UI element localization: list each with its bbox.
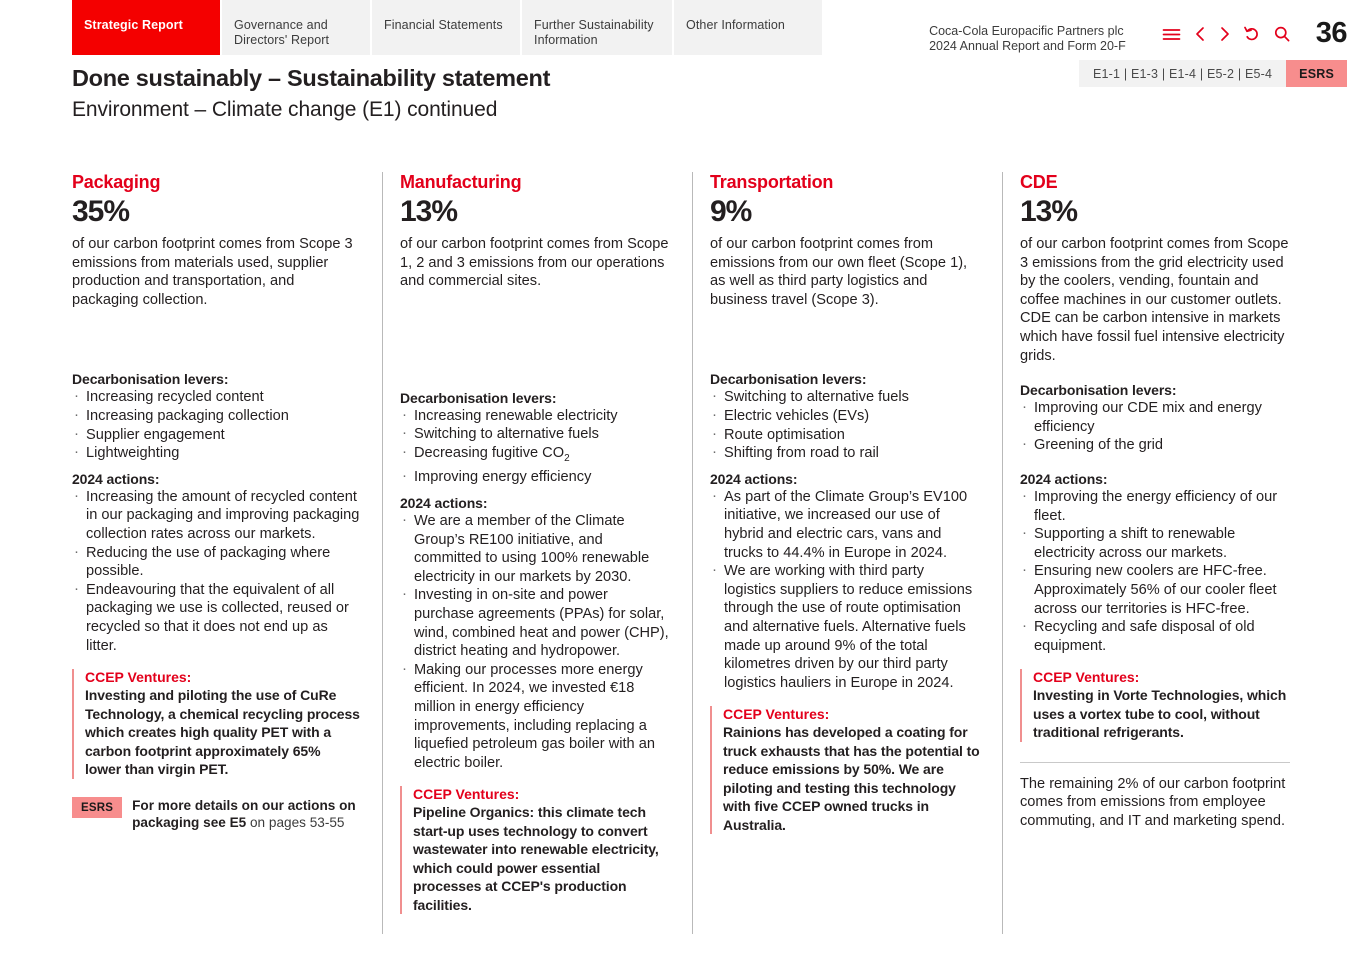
list-item: · Reducing the use of packaging where possible. (72, 544, 360, 581)
list-item: · Recycling and safe disposal of old equipment. (1020, 618, 1290, 655)
column-stat: 35% (72, 195, 130, 228)
esrs-reference-text (132, 797, 360, 831)
divider (1020, 762, 1290, 763)
ccep-ventures-body: Rainions has developed a coating for truck exhausts that has the potential to reduce emissions by 50%. We are piloting and testing this technology with five CCEP owned trucks in Australia. (723, 724, 980, 833)
publication-info (929, 24, 1126, 53)
levers-list (400, 407, 670, 487)
publication-line-1: Coca-Cola Europacific Partners plc (929, 24, 1124, 38)
levers-list (1020, 399, 1290, 455)
list-item: · Electric vehicles (EVs) (710, 407, 980, 426)
ccep-ventures-title: CCEP Ventures: (1033, 669, 1140, 686)
remaining-footprint-footnote: The remaining 2% of our carbon footprint comes from emissions from employee commuting, and IT and marketing spend. (1020, 775, 1286, 829)
actions-heading: 2024 actions: (1020, 470, 1108, 487)
list-item: · Increasing renewable electricity (400, 407, 670, 426)
list-item: · Increasing recycled content (72, 388, 360, 407)
ccep-ventures-body: Pipeline Organics: this climate tech start-up uses technology to convert wastewater into renewable electricity, which could power essential processes at CCEP's production facilities. (413, 804, 659, 913)
list-item: · Endeavouring that the equivalent of all packaging we use is collected, reused or recycled so that it does not end up as litter. (72, 581, 360, 655)
next-page-icon[interactable] (1219, 26, 1231, 42)
tab-label: Strategic Report (84, 18, 183, 32)
actions-list (400, 512, 670, 772)
ccep-ventures-block (72, 669, 360, 779)
list-item: · We are a member of the Climate Group’s RE100 initiative, and committed to using 100% renewable electricity in our markets by 2030. (400, 512, 670, 586)
ccep-ventures-block (1020, 669, 1290, 742)
esrs-codes: E1-1 | E1-3 | E1-4 | E5-2 | E5-4 (1079, 60, 1286, 87)
top-navigation-bar (0, 0, 1365, 55)
tab-financial-statements[interactable] (372, 0, 520, 55)
esrs-reference-light: on pages 53-55 (250, 814, 345, 830)
list-item: · Increasing the amount of recycled content in our packaging and improving packaging collection rates across our markets. (72, 488, 360, 544)
list-item: · Switching to alternative fuels (400, 425, 670, 444)
list-item: · Supplier engagement (72, 426, 360, 445)
list-item: · Shifting from road to rail (710, 444, 980, 463)
tab-label: Further Sustainability Information (534, 18, 654, 47)
list-item: · Improving the energy efficiency of our fleet. (1020, 488, 1290, 525)
actions-heading: 2024 actions: (72, 470, 160, 487)
list-item: · Route optimisation (710, 426, 980, 445)
header-right-group (929, 0, 1365, 55)
column-title: Packaging (72, 172, 161, 192)
list-item: · Supporting a shift to renewable electricity across our markets. (1020, 525, 1290, 562)
ccep-ventures-body: Investing in Vorte Technologies, which uses a vortex tube to cool, without traditional refrigerants. (1033, 687, 1287, 741)
column-intro: of our carbon footprint comes from Scope 3 emissions from materials used, supplier production and transportation, and packaging collection. (72, 236, 353, 308)
list-item: · Decreasing fugitive $CO_2$ (400, 444, 670, 469)
page-number: 36 (1315, 17, 1347, 49)
ccep-ventures-title: CCEP Ventures: (723, 706, 830, 723)
tab-governance-and-directors-report[interactable] (222, 0, 370, 55)
esrs-reference-bold: For more details on our actions on packaging see E5 (132, 797, 356, 830)
actions-list (710, 488, 980, 693)
ccep-ventures-block (710, 706, 980, 834)
tab-label: Other Information (686, 18, 785, 32)
content-columns (0, 172, 1365, 914)
list-item: · Lightweighting (72, 444, 360, 463)
publication-line-2: 2024 Annual Report and Form 20-F (929, 38, 1126, 53)
list-item: · As part of the Climate Group’s EV100 initiative, we increased our use of hybrid and electric cars, vans and trucks to 44.4% in Europe in 2024. (710, 488, 980, 562)
search-icon[interactable] (1274, 26, 1290, 42)
list-item: · Increasing packaging collection (72, 407, 360, 426)
list-item: · We are working with third party logistics suppliers to reduce emissions through the use of route optimisation and alternative fuels. Alternative fuels made up around 9% of the total kilometres driven by our third party logistics hauliers in Europe in 2024. (710, 562, 980, 692)
actions-list (1020, 488, 1290, 655)
page-subtitle: Environment – Climate change (E1) continued (72, 98, 498, 121)
menu-icon[interactable] (1162, 27, 1181, 42)
ccep-ventures-block (400, 786, 670, 914)
column-stat: 13% (400, 195, 458, 228)
ccep-ventures-body: Investing and piloting the use of CuRe Technology, a chemical recycling process which creates high quality PET with a carbon footprint approximately 65% lower than virgin PET. (85, 687, 360, 778)
column-stat: 9% (710, 195, 752, 228)
undo-icon[interactable] (1244, 26, 1261, 42)
list-item: · Switching to alternative fuels (710, 388, 980, 407)
levers-list (710, 388, 980, 462)
list-item: · Making our processes more energy efficient. In 2024, we invested €18 million in energy efficiency improvements, including replacing a liquefied petroleum gas boiler with an electric boiler. (400, 661, 670, 773)
column-title: Transportation (710, 172, 834, 192)
actions-heading: 2024 actions: (710, 470, 798, 487)
levers-heading: Decarbonisation levers: (1020, 382, 1177, 399)
actions-list (72, 488, 360, 655)
column-intro: of our carbon footprint comes from Scope 1, 2 and 3 emissions from our operations and commercial sites. (400, 236, 669, 290)
tab-label: Financial Statements (384, 18, 503, 32)
tab-label: Governance and Directors' Report (234, 18, 330, 47)
column-stat: 13% (1020, 195, 1078, 228)
levers-heading: Decarbonisation levers: (72, 371, 229, 388)
column-title: CDE (1020, 172, 1058, 192)
tab-strategic-report[interactable] (72, 0, 220, 55)
column-intro: of our carbon footprint comes from Scope 3 emissions from the grid electricity used by the coolers, vending, fountain and coffee machines in our customer outlets. CDE can be carbon intensive in markets which have fossil fuel intensive electricity grids. (1020, 236, 1289, 364)
column-manufacturing (382, 172, 692, 914)
ccep-ventures-title: CCEP Ventures: (413, 786, 520, 803)
levers-heading: Decarbonisation levers: (400, 389, 557, 406)
esrs-reference-callout[interactable] (72, 797, 360, 831)
ccep-ventures-title: CCEP Ventures: (85, 669, 192, 686)
list-item: · Improving our CDE mix and energy efficiency (1020, 399, 1290, 436)
page-title-block (0, 55, 1365, 122)
list-item: · Investing in on-site and power purchase agreements (PPAs) for solar, wind, combined heat and power (CHP), district heating and hydropower. (400, 586, 670, 660)
list-item: · Greening of the grid (1020, 436, 1290, 455)
list-item: · Improving energy efficiency (400, 468, 670, 487)
toolbar-icons (1162, 26, 1290, 42)
esrs-badge: ESRS (1286, 60, 1347, 87)
page-title: Done sustainably – Sustainability statement (72, 65, 551, 91)
actions-heading: 2024 actions: (400, 495, 488, 512)
esrs-reference-badge: ESRS (72, 797, 122, 818)
column-transportation (692, 172, 1002, 914)
levers-heading: Decarbonisation levers: (710, 371, 867, 388)
column-intro: of our carbon footprint comes from emissions from our own fleet (Scope 1), as well as third party logistics and business travel (Scope 3). (710, 236, 968, 308)
tab-further-sustainability-information[interactable] (522, 0, 672, 55)
tab-other-information[interactable] (674, 0, 822, 55)
list-item: · Ensuring new coolers are HFC-free. Approximately 56% of our cooler fleet across our territories is HFC-free. (1020, 562, 1290, 618)
previous-page-icon[interactable] (1194, 26, 1206, 42)
levers-list (72, 388, 360, 462)
column-title: Manufacturing (400, 172, 522, 192)
esrs-tag-group (1079, 60, 1347, 87)
column-packaging (72, 172, 382, 914)
column-cde (1002, 172, 1312, 914)
